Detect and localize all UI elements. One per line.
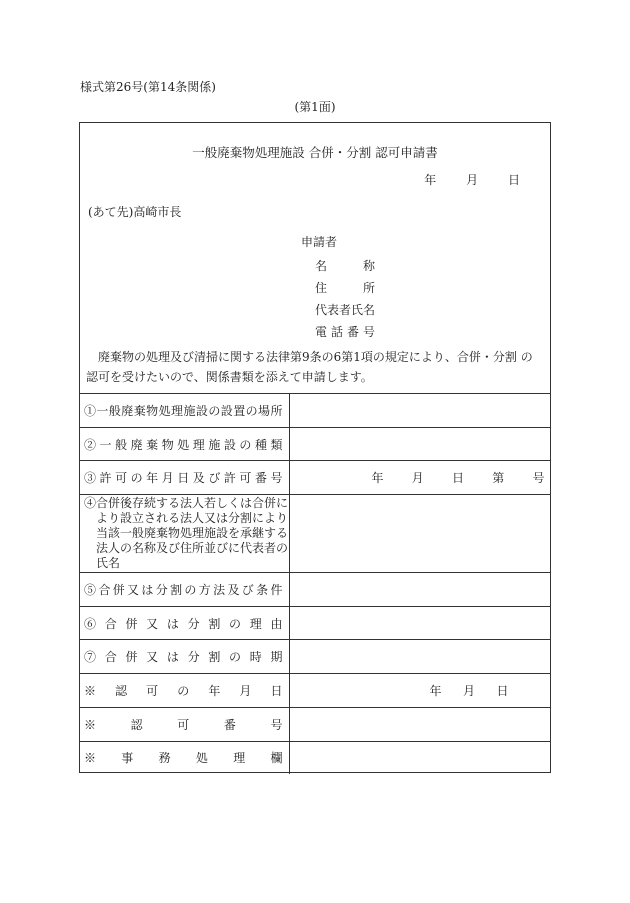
table-row [80, 573, 551, 607]
applicant-phone-label: 電話番号 [315, 325, 375, 339]
successor-line-1: ④合併後存続する法人若しくは合併に [84, 496, 289, 510]
table-row [80, 674, 551, 708]
form-title: 一般廃棄物処理施設 合併・分割 認可申請書 [192, 145, 438, 160]
successor-line-4: 法人の名称及び住所並びに代表者の [96, 541, 289, 555]
row-label-method: ⑤合併又は分割の方法及び条件 [84, 583, 283, 597]
application-statement: 廃棄物の処理及び清掃に関する法律第9条の6第1項の規定により、合併・分割 の認可を受けたいので、関係書類を添えて申請します。 [86, 350, 533, 384]
table-row [80, 708, 551, 742]
value-timing[interactable] [289, 640, 551, 674]
permit-day-label: 日 [451, 471, 464, 485]
successor-line-3: 当該一般廃棄物処理施設を承継する [96, 526, 289, 540]
value-method[interactable] [289, 573, 551, 607]
row-label-reason: ⑥合併又は分割の理由 [84, 616, 283, 631]
row-label-approval-number: ※認可番号 [84, 718, 283, 732]
permit-month-label: 月 [411, 471, 424, 485]
permit-number-suffix: 号 [532, 471, 545, 485]
form-number: 様式第26号(第14条関係) [80, 80, 216, 94]
row-label-approval-date: ※認可の年月日 [84, 684, 283, 698]
application-details-table [80, 393, 551, 774]
value-approval-date[interactable] [289, 674, 551, 708]
applicant-representative-label: 代表者氏名 [315, 303, 376, 317]
row-label-office-use: ※事務処理欄 [84, 751, 283, 766]
table-row [80, 607, 551, 640]
table-row [80, 394, 551, 428]
applicant-label: 申請者 [301, 235, 338, 249]
addressee: (あて先)高崎市長 [88, 205, 182, 219]
successor-line-5: 氏名 [96, 556, 121, 570]
value-permit-date-number[interactable] [289, 461, 551, 495]
table-row [80, 640, 551, 674]
table-row [80, 495, 551, 573]
date-year-label: 年 [424, 173, 437, 187]
table-row [80, 742, 551, 774]
page-number: (第1面) [294, 100, 336, 114]
applicant-address-label: 住 所 [315, 281, 375, 295]
successor-line-2: より設立される法人又は分割により [96, 511, 289, 525]
value-facility-type[interactable] [289, 428, 551, 461]
value-office-use[interactable] [289, 742, 551, 774]
row-label-location: ①一般廃棄物処理施設の設置の場所 [84, 404, 283, 418]
row-label-timing: ⑦合併又は分割の時期 [84, 650, 283, 664]
table-row [80, 428, 551, 461]
application-date[interactable] [398, 171, 520, 188]
row-label-successor [80, 495, 289, 573]
approval-year-label: 年 [429, 684, 442, 698]
date-day-label: 日 [507, 173, 520, 187]
row-label-permit-date-number: ③許可の年月日及び許可番号 [84, 471, 283, 485]
value-location[interactable] [289, 394, 551, 428]
approval-month-label: 月 [462, 684, 475, 698]
applicant-name-label: 名 称 [315, 259, 375, 273]
permit-year-label: 年 [371, 471, 384, 485]
date-month-label: 月 [466, 173, 479, 187]
permit-number-prefix: 第 [492, 471, 505, 485]
applicant-fields [315, 255, 375, 343]
row-label-facility-type: ②一般廃棄物処理施設の種類 [84, 437, 283, 452]
approval-day-label: 日 [496, 684, 509, 698]
value-reason[interactable] [289, 607, 551, 640]
value-successor[interactable] [289, 495, 551, 573]
table-row [80, 461, 551, 495]
application-form [79, 122, 551, 773]
value-approval-number[interactable] [289, 708, 551, 742]
